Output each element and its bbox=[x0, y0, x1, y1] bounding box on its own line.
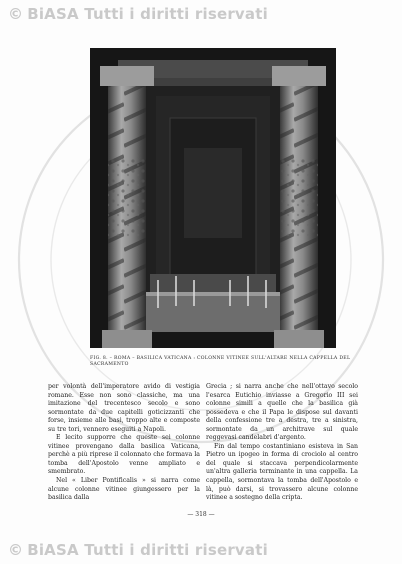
watermark-top bbox=[8, 5, 268, 23]
watermark-top-text: BiASA Tutti i diritti riservati bbox=[27, 5, 268, 23]
watermark-bottom-text: BiASA Tutti i diritti riservati bbox=[27, 541, 268, 559]
paragraph: per volontà dell'imperatore avido di vestigia romane. Esse non sono classiche, ma una imitazione del trecentesco secolo e sono sormontate da due capitelli goticizzanti che forse, insieme alle basi, troppo alte e composte su tre tori, vennero eseguiti a Napoli. bbox=[48, 383, 200, 433]
paragraph: Fin dal tempo costantiniano esisteva in San Pietro un ipogeo in forma di crociolo al centro del quale si staccava perpendicolarmente un'altra galleria terminante in una cappella. La cappella, sormontava la tomba dell'Apostolo e là, può darsi, si trovassero alcune colonne vitinee a sostegno della cripta. bbox=[206, 442, 358, 502]
text-column-left bbox=[48, 383, 200, 503]
copyright-icon: © bbox=[8, 541, 24, 559]
paragraph: Nel « Liber Pontificalis » si narra come alcune colonne vitinee giungessero per la basilica dalla bbox=[48, 477, 200, 502]
page-number: — 318 — bbox=[187, 511, 215, 518]
paragraph: Grecia ; si narra anche che nell'ottavo secolo l'esarca Eutichio inviasse a Gregorio III sei colonne simili a quelle che la basilica già possedeva e che il Papa le dispose sul davanti della confessione tre a destra, tre a sinistra, sormontate da un architrave sul quale reggevasi candelabri d'argento. bbox=[206, 383, 358, 442]
copyright-icon: © bbox=[8, 5, 24, 23]
watermark-bottom bbox=[8, 541, 268, 559]
figure-photograph bbox=[90, 48, 336, 348]
paragraph: E lecito supporre che queste sei colonne vitinee provengano dalla basilica Vaticana, perchè a più riprese il colonnato che formava la tomba dell'Apostolo venne ampliato e smembrato. bbox=[48, 434, 200, 476]
altar-columns-image bbox=[90, 48, 336, 348]
figure-caption: FIG. 8. – ROMA – BASILICA VATICANA : COLONNE VITINEE SULL'ALTARE NELLA CAPPELLA DEL SACRAMENTO bbox=[90, 356, 351, 368]
text-column-right bbox=[206, 383, 358, 503]
